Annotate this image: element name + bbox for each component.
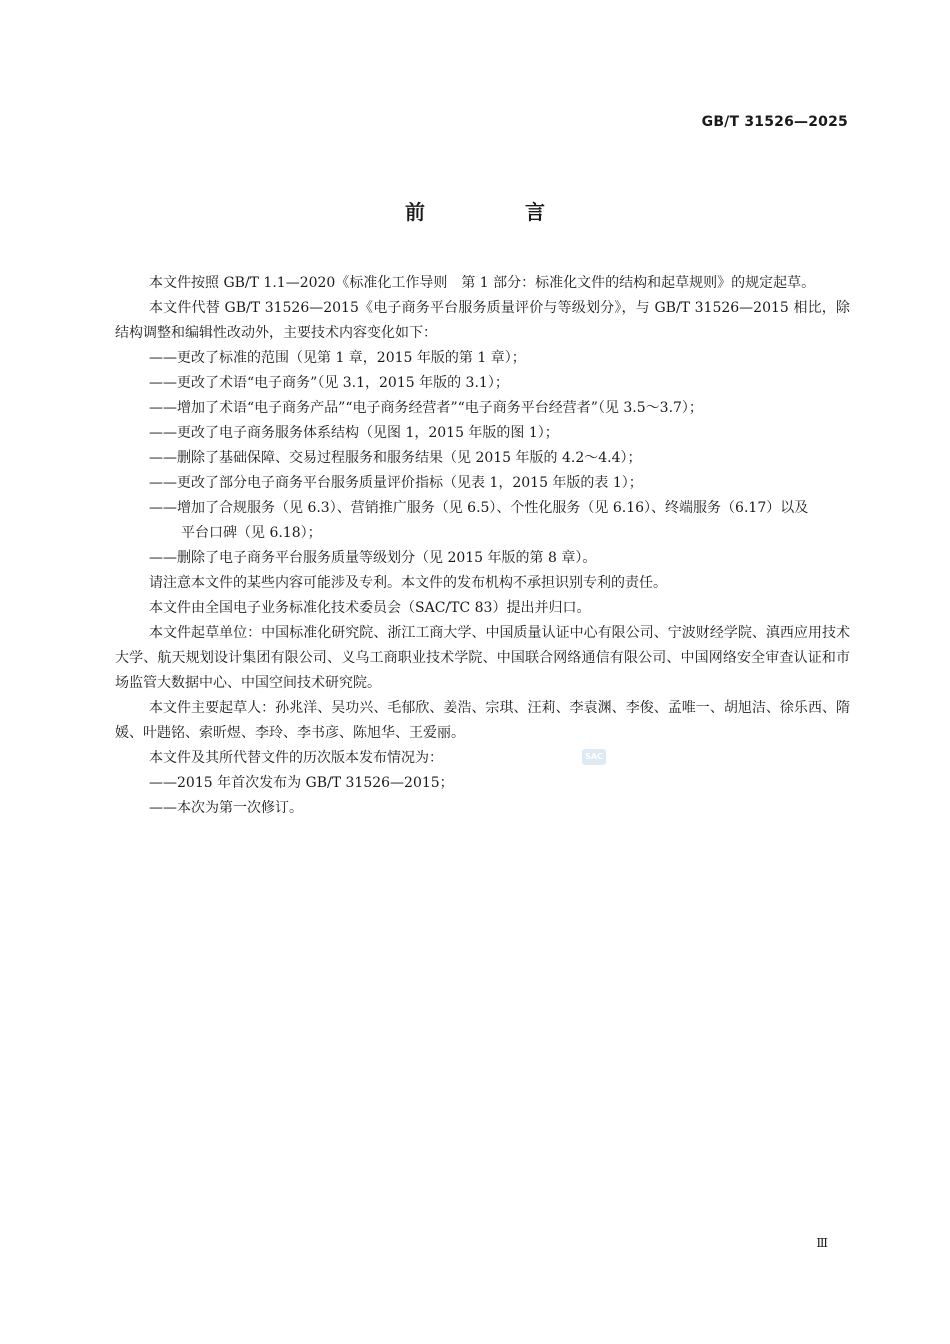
history-item: ——本次为第一次修订。	[149, 800, 303, 816]
paragraph-patent-notice: 请注意本文件的某些内容可能涉及专利。本文件的发布机构不承担识别专利的责任。	[149, 575, 667, 591]
paragraph-history-intro: 本文件及其所代替文件的历次版本发布情况为：	[149, 750, 443, 766]
change-item: ——更改了部分电子商务平台服务质量评价指标（见表 1，2015 年版的表 1）；	[149, 475, 643, 491]
change-item: ——增加了合规服务（见 6.3）、营销推广服务（见 6.5）、个性化服务（见 6.16）、终端服务（6.17）以及	[149, 500, 809, 516]
preface-body	[115, 271, 850, 821]
page-title: 前 言	[405, 200, 585, 224]
paragraph-proposer: 本文件由全国电子业务标准化技术委员会（SAC/TC 83）提出并归口。	[149, 600, 591, 616]
document-code: GB/T 31526—2025	[701, 114, 848, 130]
history-item: ——2015 年首次发布为 GB/T 31526—2015；	[149, 775, 454, 791]
change-item-continuation: 平台口碑（见 6.18）；	[181, 525, 322, 541]
change-item: ——更改了术语“电子商务”（见 3.1，2015 年版的 3.1）；	[149, 375, 509, 391]
change-item: ——更改了电子商务服务体系结构（见图 1，2015 年版的图 1）；	[149, 425, 559, 441]
sac-watermark-logo: SAC	[582, 749, 606, 765]
page-number: Ⅲ	[816, 1236, 828, 1250]
paragraph-drafting-rules: 本文件按照 GB/T 1.1—2020《标准化工作导则 第 1 部分：标准化文件的结构和起草规则》的规定起草。	[149, 275, 816, 291]
change-item: ——增加了术语“电子商务产品”“电子商务经营者”“电子商务平台经营者”（见 3.5～3.7）；	[149, 400, 703, 416]
paragraph-drafters: 本文件主要起草人：孙兆洋、吴功兴、毛郁欣、姜浩、宗琪、汪莉、李袁渊、李俊、孟唯一、胡旭洁、徐乐西、隋媛、叶韪铭、索昕煜、李玲、李书彦、陈旭华、王爱丽。	[115, 700, 850, 741]
paragraph-drafting-units: 本文件起草单位：中国标准化研究院、浙江工商大学、中国质量认证中心有限公司、宁波财经学院、滇西应用技术大学、航天规划设计集团有限公司、义乌工商职业技术学院、中国联合网络通信有限公司、中国网络安全审查认证和市场监管大数据中心、中国空间技术研究院。	[115, 625, 850, 691]
change-item: ——删除了基础保障、交易过程服务和服务结果（见 2015 年版的 4.2～4.4）；	[149, 450, 642, 466]
change-item: ——更改了标准的范围（见第 1 章，2015 年版的第 1 章）；	[149, 350, 526, 366]
paragraph-replacement: 本文件代替 GB/T 31526—2015《电子商务平台服务质量评价与等级划分》，与 GB/T 31526—2015 相比，除结构调整和编辑性改动外，主要技术内容变化如下：	[115, 300, 850, 341]
change-item: ——删除了电子商务平台服务质量等级划分（见 2015 年版的第 8 章）。	[149, 550, 597, 566]
